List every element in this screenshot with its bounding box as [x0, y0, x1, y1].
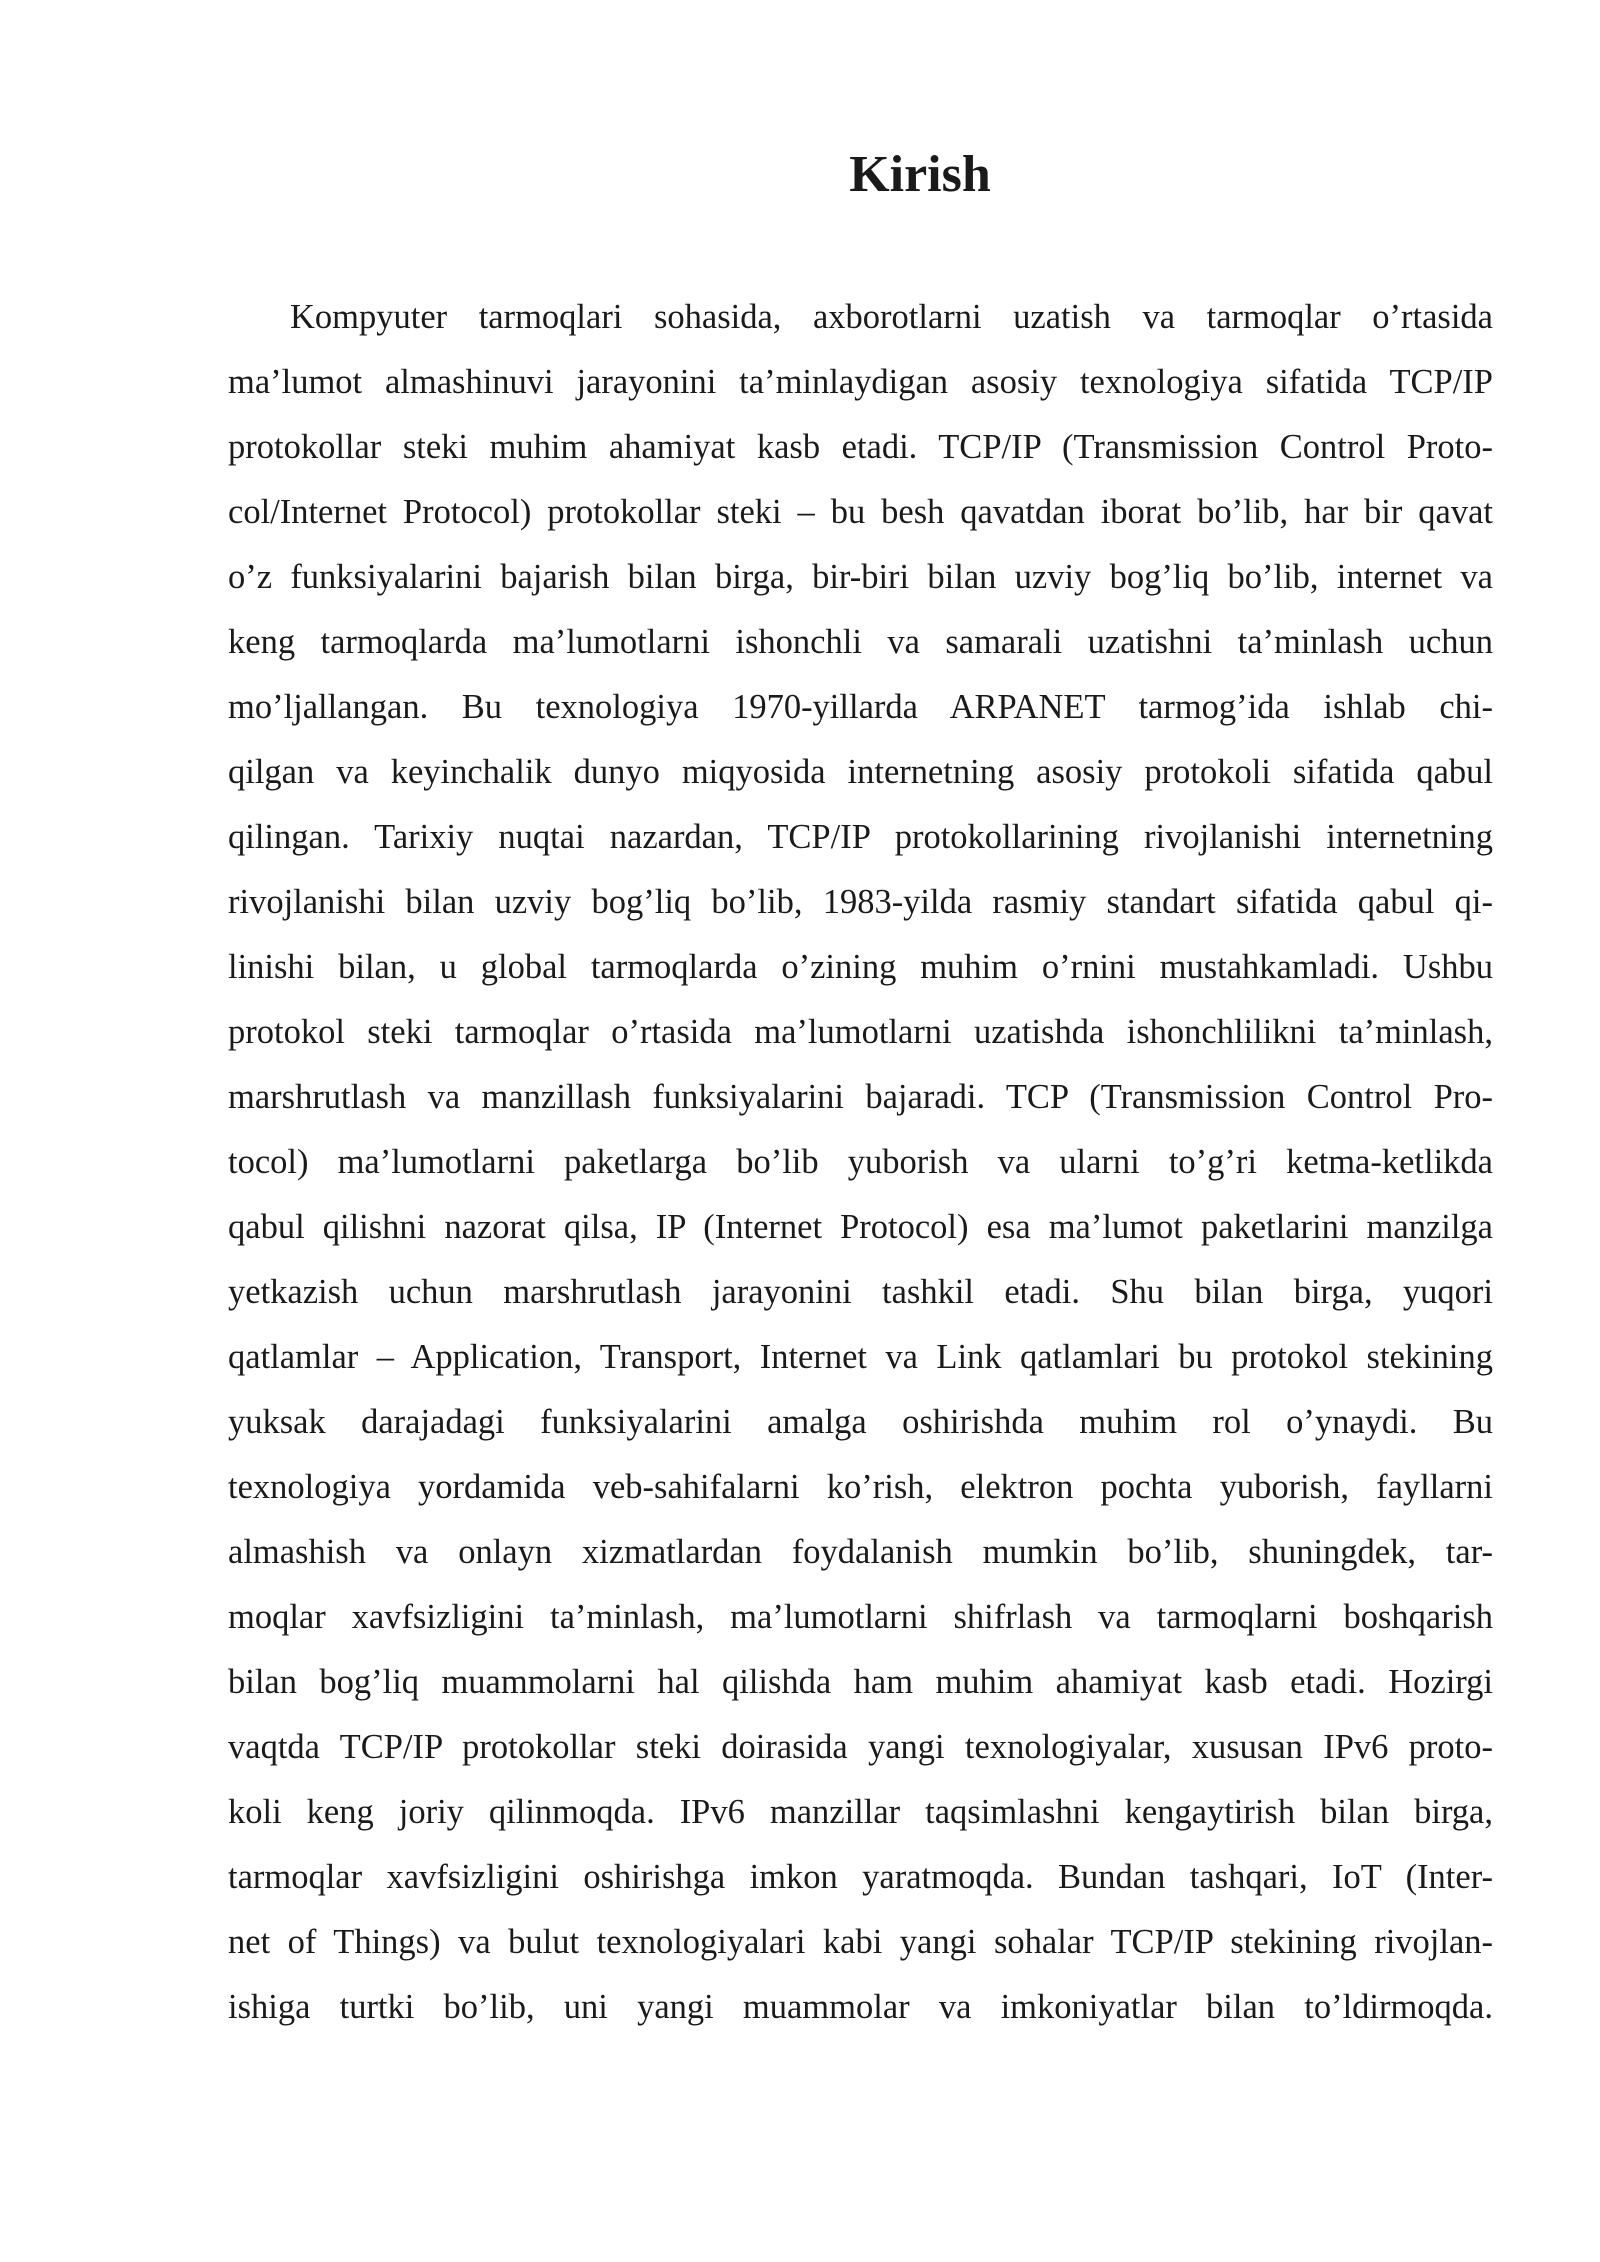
paragraph-line: qabul qilishni nazorat qilsa, IP (Internet Protocol) esa ma’lumot paketlarini manzilga — [228, 1208, 1493, 1246]
paragraph-line: qilgan va keyinchalik dunyo miqyosida internetning asosiy protokoli sifatida qabul — [228, 753, 1493, 791]
paragraph-line: tocol) ma’lumotlarni paketlarga bo’lib yuborish va ularni to’g’ri ketma-ketlikda — [228, 1143, 1493, 1181]
paragraph-line: yuksak darajadagi funksiyalarini amalga oshirishda muhim rol o’ynaydi. Bu — [228, 1403, 1493, 1441]
paragraph-line: net of Things) va bulut texnologiyalari kabi yangi sohalar TCP/IP stekining rivojlan- — [228, 1923, 1493, 1961]
paragraph-line: qatlamlar – Application, Transport, Internet va Link qatlamlari bu protokol stekining — [228, 1338, 1493, 1376]
paragraph-line: marshrutlash va manzillash funksiyalarini bajaradi. TCP (Transmission Control Pro- — [228, 1078, 1493, 1116]
paragraph-line: rivojlanishi bilan uzviy bog’liq bo’lib, 1983-yilda rasmiy standart sifatida qabul qi- — [228, 883, 1493, 921]
paragraph-line: koli keng joriy qilinmoqda. IPv6 manzillar taqsimlashni kengaytirish bilan birga, — [228, 1793, 1493, 1831]
paragraph-line: o’z funksiyalarini bajarish bilan birga, bir-biri bilan uzviy bog’liq bo’lib, internet va — [228, 558, 1493, 596]
paragraph-line: mo’ljallangan. Bu texnologiya 1970-yillarda ARPANET tarmog’ida ishlab chi- — [228, 688, 1493, 726]
paragraph-line: almashish va onlayn xizmatlardan foydalanish mumkin bo’lib, shuningdek, tar- — [228, 1533, 1493, 1571]
paragraph-line: vaqtda TCP/IP protokollar steki doirasida yangi texnologiyalar, xususan IPv6 proto- — [228, 1728, 1493, 1766]
paragraph-line: qilingan. Tarixiy nuqtai nazardan, TCP/IP protokollarining rivojlanishi internetning — [228, 818, 1493, 856]
paragraph-line: tarmoqlar xavfsizligini oshirishga imkon yaratmoqda. Bundan tashqari, IoT (Inter- — [228, 1858, 1493, 1896]
paragraph-line: Kompyuter tarmoqlari sohasida, axborotlarni uzatish va tarmoqlar o’rtasida — [290, 298, 1493, 336]
paragraph-line: bilan bog’liq muammolarni hal qilishda ham muhim ahamiyat kasb etadi. Hozirgi — [228, 1663, 1493, 1701]
paragraph-line: keng tarmoqlarda ma’lumotlarni ishonchli va samarali uzatishni ta’minlash uchun — [228, 623, 1493, 661]
paragraph-line: protokol steki tarmoqlar o’rtasida ma’lumotlarni uzatishda ishonchlilikni ta’minlash, — [228, 1013, 1493, 1051]
paragraph-line: ma’lumot almashinuvi jarayonini ta’minlaydigan asosiy texnologiya sifatida TCP/IP — [228, 363, 1493, 401]
paragraph-line: yetkazish uchun marshrutlash jarayonini tashkil etadi. Shu bilan birga, yuqori — [228, 1273, 1493, 1311]
paragraph-line: moqlar xavfsizligini ta’minlash, ma’lumotlarni shifrlash va tarmoqlarni boshqarish — [228, 1598, 1493, 1636]
body-paragraph — [228, 285, 1493, 2040]
paragraph-line: linishi bilan, u global tarmoqlarda o’zining muhim o’rnini mustahkamladi. Ushbu — [228, 948, 1493, 986]
paragraph-line: ishiga turtki bo’lib, uni yangi muammolar va imkoniyatlar bilan to’ldirmoqda. — [228, 1988, 1493, 2026]
paragraph-line: texnologiya yordamida veb-sahifalarni ko’rish, elektron pochta yuborish, fayllarni — [228, 1468, 1493, 1506]
paragraph-line: protokollar steki muhim ahamiyat kasb etadi. TCP/IP (Transmission Control Proto- — [228, 428, 1493, 466]
paragraph-line: col/Internet Protocol) protokollar steki – bu besh qavatdan iborat bo’lib, har bir qavat — [228, 493, 1493, 531]
page-title: Kirish — [849, 146, 991, 203]
